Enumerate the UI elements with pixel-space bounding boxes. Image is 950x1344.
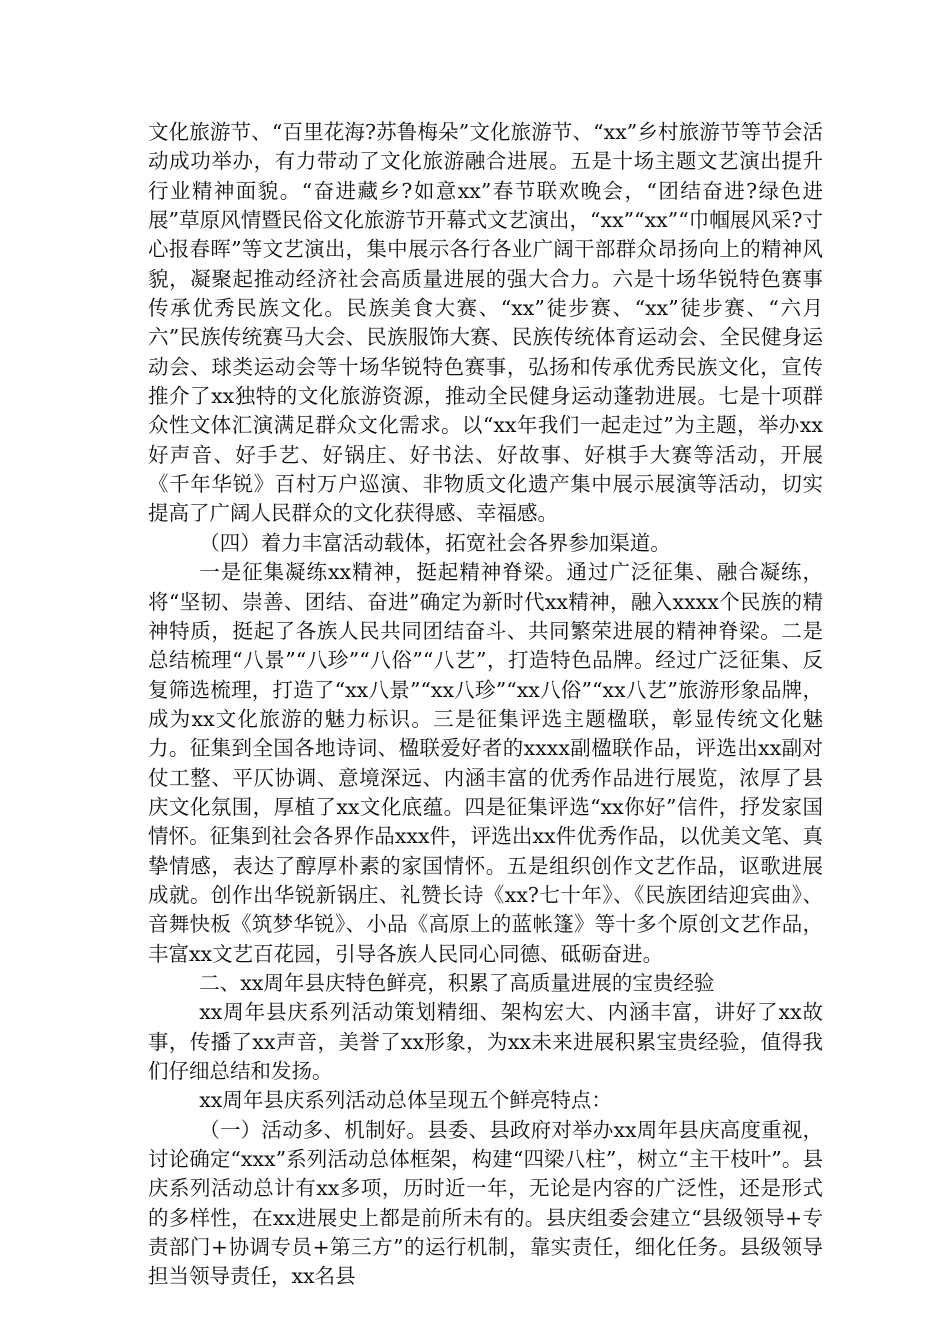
section-heading-four: （四）着力丰富活动载体，拓宽社会各界参加渠道。 (199, 530, 671, 555)
paragraph-feature-one: （一）活动多、机制好。县委、县政府对举办xx周年县庆高度重视，讨论确定“xxx”系列活动总体框架，构建“四梁八柱”，树立“主干枝叶”。县庆系列活动总计有xx多项，历时近一年，无论是内容的广泛性，还是形式的多样性，在xx进展史上都是前所未有的。县庆组委会建立“县级领导+专责部门+协调专员+第三方”的运行机制，靠实责任，细化任务。县级领导担当领导责任，xx名县 (148, 1117, 823, 1289)
section-heading-two: 二、xx周年县庆特色鲜亮，积累了高质量进展的宝贵经验 (199, 970, 715, 995)
paragraph-activities-list: 文化旅游节、“百里花海?苏鲁梅朵”文化旅游节、“xx”乡村旅游节等节会活动成功举办，有力带动了文化旅游融合进展。五是十场主题文艺演出提升行业精神面貌。“奋进藏乡?如意xx”春节联欢晚会，“团结奋进?绿色进展”草原风情暨民俗文化旅游节开幕式文艺演出，“xx”“xx”“巾帼展风采?寸心报春晖”等文艺演出，集中展示各行各业广阔干部群众昂扬向上的精神风貌，凝聚起推动经济社会高质量进展的强大合力。六是十场华锐特色赛事传承优秀民族文化。民族美食大赛、“xx”徒步赛、“xx”徒步赛、“六月六”民族传统赛马大会、民族服饰大赛、民族传统体育运动会、全民健身运动会、球类运动会等十场华锐特色赛事，弘扬和传承优秀民族文化，宣传推介了xx独特的文化旅游资源，推动全民健身运动蓬勃进展。七是十项群众性文体汇演满足群众文化需求。以“xx年我们一起走过”为主题，举办xx好声音、好手艺、好锅庄、好书法、好故事、好棋手大赛等活动，开展《千年华锐》百村万户巡演、非物质文化遗产集中展示展演等活动，切实提高了广阔人民群众的文化获得感、幸福感。 (148, 120, 823, 526)
document-body (148, 118, 823, 1292)
paragraph-collection-activities: 一是征集凝练xx精神，挺起精神脊梁。通过广泛征集、融合凝练，将“坚韧、崇善、团结、奋进”确定为新时代xx精神，融入xxxx个民族的精神特质，挺起了各族人民共同团结奋斗、共同繁荣进展的精神脊梁。二是总结梳理“八景”“八珍”“八俗”“八艺”，打造特色品牌。经过广泛征集、反复筛选梳理，打造了“xx八景”“xx八珍”“xx八俗”“xx八艺”旅游形象品牌，成为xx文化旅游的魅力标识。三是征集评选主题楹联，彰显传统文化魅力。征集到全国各地诗词、楹联爱好者的xxxx副楹联作品，评选出xx副对仗工整、平仄协调、意境深远、内涵丰富的优秀作品进行展览，浓厚了县庆文化氛围，厚植了xx文化底蕴。四是征集评选“xx你好”信件，抒发家国情怀。征集到社会各界作品xxx件，评选出xx件优秀作品，以优美文笔、真挚情感，表达了醇厚朴素的家国情怀。五是组织创作文艺作品，讴歌进展成就。创作出华锐新锅庄、礼赞长诗《xx?七十年》、《民族团结迎宾曲》、音舞快板《筑梦华锐》、小品《高原上的蓝帐篷》等十多个原创文艺作品，丰富xx文艺百花园，引导各族人民同心同德、砥砺奋进。 (148, 560, 823, 966)
paragraph-experience-summary: xx周年县庆系列活动策划精细、架构宏大、内涵丰富，讲好了xx故事，传播了xx声音，美誉了xx形象，为xx未来进展积累宝贵经验，值得我们仔细总结和发扬。 (148, 1000, 823, 1083)
paragraph-five-features-intro: xx周年县庆系列活动总体呈现五个鲜亮特点： (199, 1088, 612, 1113)
